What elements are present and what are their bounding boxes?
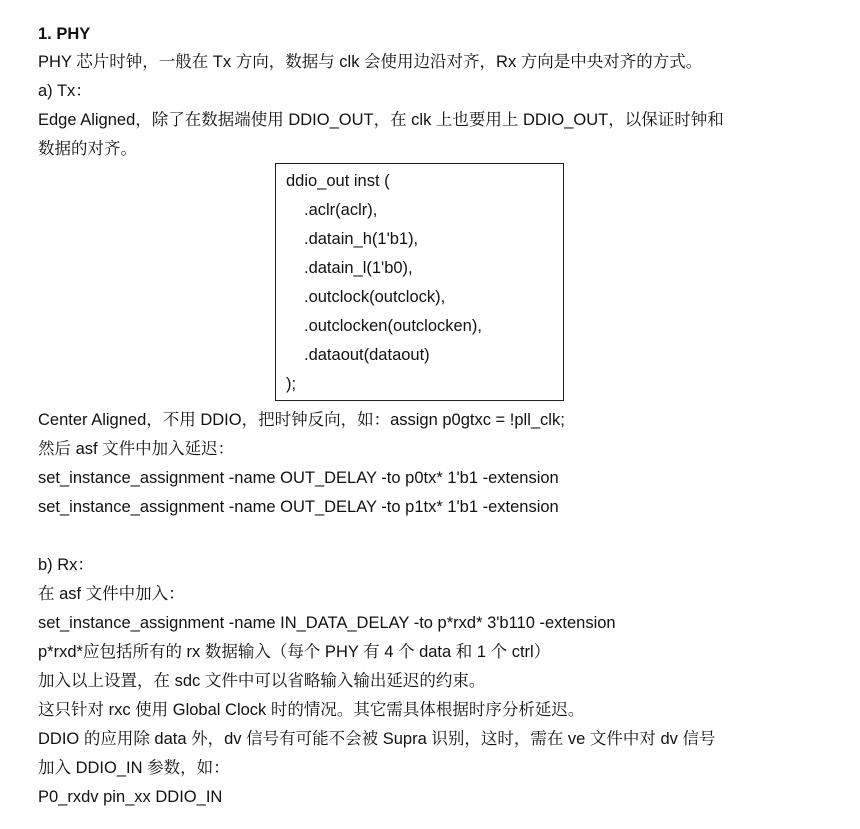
- code-line: );: [286, 375, 297, 393]
- assignment-line-rx: set_instance_assignment -name IN_DATA_DELAY -to p*rxd* 3'b110 -extension: [38, 614, 616, 632]
- ddio-paragraph-line1: DDIO 的应用除 data 外，dv 信号有可能不会被 Supra 识别，这时，需在 ve 文件中对 dv 信号: [38, 730, 716, 748]
- code-line: .datain_h(1'b1),: [304, 230, 419, 248]
- code-line: .outclock(outclock),: [304, 288, 446, 306]
- code-line: ddio_out inst (: [286, 172, 390, 190]
- code-block: [275, 163, 564, 401]
- code-line: .aclr(aclr),: [304, 201, 378, 219]
- tx-subheading: a) Tx：: [38, 82, 92, 100]
- rx-asf-paragraph: 在 asf 文件中加入：: [38, 585, 185, 603]
- code-line: .outclocken(outclocken),: [304, 317, 482, 335]
- ddio-example-line: P0_rxdv pin_xx DDIO_IN: [38, 788, 223, 806]
- asf-delay-paragraph: 然后 asf 文件中加入延迟：: [38, 440, 235, 458]
- sdc-note-paragraph: 加入以上设置，在 sdc 文件中可以省略输入输出延迟的约束。: [38, 672, 486, 690]
- ddio-paragraph-line2: 加入 DDIO_IN 参数，如：: [38, 759, 230, 777]
- rx-note-paragraph: p*rxd*应包括所有的 rx 数据输入（每个 PHY 有 4 个 data 和 1 个 ctrl）: [38, 643, 551, 661]
- section-heading: 1. PHY: [38, 25, 91, 43]
- intro-paragraph: PHY 芯片时钟，一般在 Tx 方向，数据与 clk 会使用边沿对齐，Rx 方向是中央对齐的方式。: [38, 53, 703, 71]
- assignment-line-tx1: set_instance_assignment -name OUT_DELAY -to p1tx* 1'b1 -extension: [38, 498, 559, 516]
- rxc-note-paragraph: 这只针对 rxc 使用 Global Clock 时的情况。其它需具体根据时序分析延迟。: [38, 701, 585, 719]
- center-aligned-paragraph: Center Aligned，不用 DDIO，把时钟反向，如：assign p0gtxc = !pll_clk;: [38, 411, 565, 429]
- code-line: .datain_l(1'b0),: [304, 259, 413, 277]
- assignment-line-tx0: set_instance_assignment -name OUT_DELAY -to p0tx* 1'b1 -extension: [38, 469, 559, 487]
- code-line: .dataout(dataout): [304, 346, 430, 364]
- edge-aligned-paragraph-line2: 数据的对齐。: [38, 140, 137, 158]
- rx-subheading: b) Rx：: [38, 556, 94, 574]
- edge-aligned-paragraph-line1: Edge Aligned，除了在数据端使用 DDIO_OUT，在 clk 上也要用上 DDIO_OUT，以保证时钟和: [38, 111, 724, 129]
